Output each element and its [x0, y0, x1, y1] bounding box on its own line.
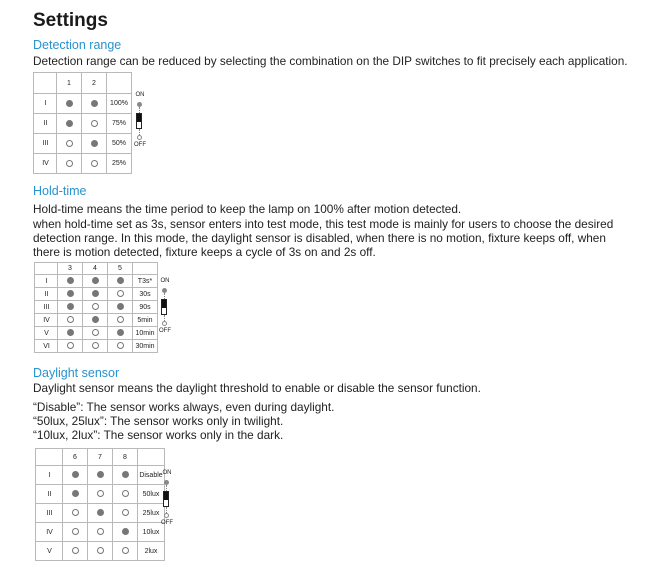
filled-circle-icon — [72, 490, 79, 497]
row-label: III — [36, 504, 63, 523]
switch-state-cell — [63, 504, 88, 523]
hollow-circle-icon — [67, 342, 74, 349]
row-value: 50% — [107, 134, 132, 154]
row-value: 10lux — [138, 523, 165, 542]
row-label: I — [35, 275, 58, 288]
switch-state-cell — [82, 114, 107, 134]
switch-state-cell — [58, 314, 83, 327]
dip-switch-diagram — [134, 92, 146, 152]
filled-circle-icon — [91, 140, 98, 147]
switch-state-cell — [58, 340, 83, 353]
table-row — [34, 134, 132, 154]
hollow-circle-icon — [97, 490, 104, 497]
table-corner-cell — [35, 263, 58, 275]
switch-toggle-icon — [163, 491, 169, 507]
switch-state-cell — [113, 542, 138, 561]
switch-state-cell — [108, 314, 133, 327]
filled-circle-icon — [66, 100, 73, 107]
detection-text: Detection range can be reduced by selecting the combination on the DIP switches to fit precisely each application. — [33, 54, 628, 68]
filled-circle-icon — [67, 277, 74, 284]
filled-circle-icon — [91, 100, 98, 107]
daylight-dip-table — [35, 448, 165, 561]
hollow-circle-icon — [92, 342, 99, 349]
switch-state-cell — [58, 301, 83, 314]
table-row — [35, 275, 158, 288]
dip-switch-diagram — [161, 470, 173, 530]
hold-line-1: Hold-time means the time period to keep the lamp on 100% after motion detected. — [33, 202, 462, 216]
hollow-circle-icon — [122, 547, 129, 554]
switch-state-cell — [82, 154, 107, 174]
switch-state-cell — [113, 523, 138, 542]
table-row — [35, 301, 158, 314]
switch-state-cell — [83, 340, 108, 353]
dip-switch-diagram — [159, 278, 171, 338]
switch-number-header: 8 — [113, 449, 138, 466]
hold-line-3: detection range. In this mode, the daylight sensor is disabled, when there is no motion, fixture keeps off, when — [33, 231, 606, 245]
daylight-line-3: “50lux, 25lux”: The sensor works only in twilight. — [33, 414, 284, 428]
hollow-circle-icon — [122, 490, 129, 497]
switch-state-cell — [108, 275, 133, 288]
table-row — [34, 114, 132, 134]
switch-state-cell — [58, 327, 83, 340]
hollow-circle-icon — [66, 160, 73, 167]
filled-circle-icon — [117, 277, 124, 284]
switch-off-label: OFF — [134, 142, 146, 148]
switch-state-cell — [113, 485, 138, 504]
hollow-circle-icon — [97, 547, 104, 554]
table-row — [36, 542, 165, 561]
row-value: 10min — [133, 327, 158, 340]
row-value: T3s* — [133, 275, 158, 288]
switch-state-cell — [82, 134, 107, 154]
switch-state-cell — [58, 275, 83, 288]
filled-circle-icon — [92, 316, 99, 323]
switch-state-cell — [88, 523, 113, 542]
hollow-circle-icon — [117, 342, 124, 349]
switch-off-label: OFF — [161, 520, 173, 526]
switch-state-cell — [108, 288, 133, 301]
hollow-circle-icon — [117, 316, 124, 323]
row-label: V — [36, 542, 63, 561]
hollow-circle-icon — [67, 316, 74, 323]
table-corner-cell — [36, 449, 63, 466]
switch-number-header: 6 — [63, 449, 88, 466]
filled-circle-icon — [67, 303, 74, 310]
switch-off-dot-icon — [137, 135, 142, 140]
hold-heading: Hold-time — [33, 184, 87, 198]
row-value: 2lux — [138, 542, 165, 561]
hold-line-2: when hold-time set as 3s, sensor enters into test mode, this test mode is mainly for users to choose the desired — [33, 217, 614, 231]
filled-circle-icon — [117, 329, 124, 336]
switch-state-cell — [88, 504, 113, 523]
switch-toggle-icon — [161, 299, 167, 315]
filled-circle-icon — [67, 290, 74, 297]
switch-state-cell — [63, 485, 88, 504]
page-title: Settings — [33, 10, 108, 31]
table-corner-cell — [34, 73, 57, 94]
value-header-cell — [138, 449, 165, 466]
filled-circle-icon — [97, 471, 104, 478]
table-row — [36, 504, 165, 523]
switch-state-cell — [83, 275, 108, 288]
row-label: IV — [34, 154, 57, 174]
row-label: I — [34, 94, 57, 114]
switch-on-label: ON — [162, 470, 172, 476]
filled-circle-icon — [72, 471, 79, 478]
table-row — [36, 466, 165, 485]
hold-line-4: there is motion detected, fixture keeps a cycle of 3s on and 2s off. — [33, 245, 376, 259]
table-row — [35, 288, 158, 301]
switch-state-cell — [63, 466, 88, 485]
filled-circle-icon — [122, 471, 129, 478]
row-label: VI — [35, 340, 58, 353]
switch-state-cell — [108, 340, 133, 353]
switch-state-cell — [58, 288, 83, 301]
switch-state-cell — [108, 301, 133, 314]
row-value: 50lux — [138, 485, 165, 504]
switch-number-header: 4 — [83, 263, 108, 275]
switch-state-cell — [57, 134, 82, 154]
switch-toggle-icon — [136, 113, 142, 129]
table-row — [34, 154, 132, 174]
row-value: 90s — [133, 301, 158, 314]
row-label: II — [34, 114, 57, 134]
row-value: Disable — [138, 466, 165, 485]
row-value: 5min — [133, 314, 158, 327]
hollow-circle-icon — [66, 140, 73, 147]
switch-state-cell — [108, 327, 133, 340]
switch-state-cell — [63, 523, 88, 542]
row-value: 75% — [107, 114, 132, 134]
hollow-circle-icon — [92, 303, 99, 310]
switch-number-header: 2 — [82, 73, 107, 94]
row-value: 100% — [107, 94, 132, 114]
hollow-circle-icon — [122, 509, 129, 516]
hollow-circle-icon — [117, 290, 124, 297]
switch-state-cell — [83, 327, 108, 340]
switch-number-header: 7 — [88, 449, 113, 466]
row-label: IV — [35, 314, 58, 327]
value-header-cell — [133, 263, 158, 275]
detection-heading: Detection range — [33, 38, 122, 52]
hollow-circle-icon — [72, 547, 79, 554]
hollow-circle-icon — [91, 120, 98, 127]
switch-state-cell — [113, 466, 138, 485]
value-header-cell — [107, 73, 132, 94]
switch-state-cell — [113, 504, 138, 523]
row-label: II — [35, 288, 58, 301]
switch-off-dot-icon — [162, 321, 167, 326]
row-label: III — [34, 134, 57, 154]
switch-number-header: 3 — [58, 263, 83, 275]
table-row — [36, 485, 165, 504]
daylight-heading: Daylight sensor — [33, 366, 120, 380]
hollow-circle-icon — [97, 528, 104, 535]
row-value: 30s — [133, 288, 158, 301]
daylight-line-1: Daylight sensor means the daylight threshold to enable or disable the sensor function. — [33, 381, 481, 395]
switch-state-cell — [83, 301, 108, 314]
hollow-circle-icon — [91, 160, 98, 167]
table-row — [35, 327, 158, 340]
switch-state-cell — [83, 314, 108, 327]
table-row — [35, 340, 158, 353]
daylight-line-4: “10lux, 2lux”: The sensor works only in the dark. — [33, 428, 284, 442]
switch-on-label: ON — [135, 92, 145, 98]
filled-circle-icon — [67, 329, 74, 336]
switch-state-cell — [57, 94, 82, 114]
switch-on-label: ON — [160, 278, 170, 284]
detection-dip-table — [33, 72, 132, 174]
table-row — [34, 94, 132, 114]
switch-state-cell — [88, 466, 113, 485]
hollow-circle-icon — [72, 528, 79, 535]
filled-circle-icon — [92, 277, 99, 284]
switch-state-cell — [88, 542, 113, 561]
switch-state-cell — [83, 288, 108, 301]
table-row — [36, 523, 165, 542]
filled-circle-icon — [97, 509, 104, 516]
daylight-line-2: “Disable”: The sensor works always, even during daylight. — [33, 400, 335, 414]
row-label: V — [35, 327, 58, 340]
switch-state-cell — [63, 542, 88, 561]
row-label: IV — [36, 523, 63, 542]
switch-state-cell — [88, 485, 113, 504]
switch-number-header: 1 — [57, 73, 82, 94]
switch-off-dot-icon — [164, 513, 169, 518]
row-label: III — [35, 301, 58, 314]
row-label: II — [36, 485, 63, 504]
row-value: 30min — [133, 340, 158, 353]
hold-dip-table — [34, 262, 158, 353]
filled-circle-icon — [122, 528, 129, 535]
switch-off-label: OFF — [159, 328, 171, 334]
switch-state-cell — [57, 114, 82, 134]
row-value: 25% — [107, 154, 132, 174]
row-label: I — [36, 466, 63, 485]
filled-circle-icon — [66, 120, 73, 127]
filled-circle-icon — [92, 290, 99, 297]
switch-number-header: 5 — [108, 263, 133, 275]
hollow-circle-icon — [92, 329, 99, 336]
table-row — [35, 314, 158, 327]
switch-state-cell — [82, 94, 107, 114]
row-value: 25lux — [138, 504, 165, 523]
hollow-circle-icon — [72, 509, 79, 516]
switch-state-cell — [57, 154, 82, 174]
filled-circle-icon — [117, 303, 124, 310]
